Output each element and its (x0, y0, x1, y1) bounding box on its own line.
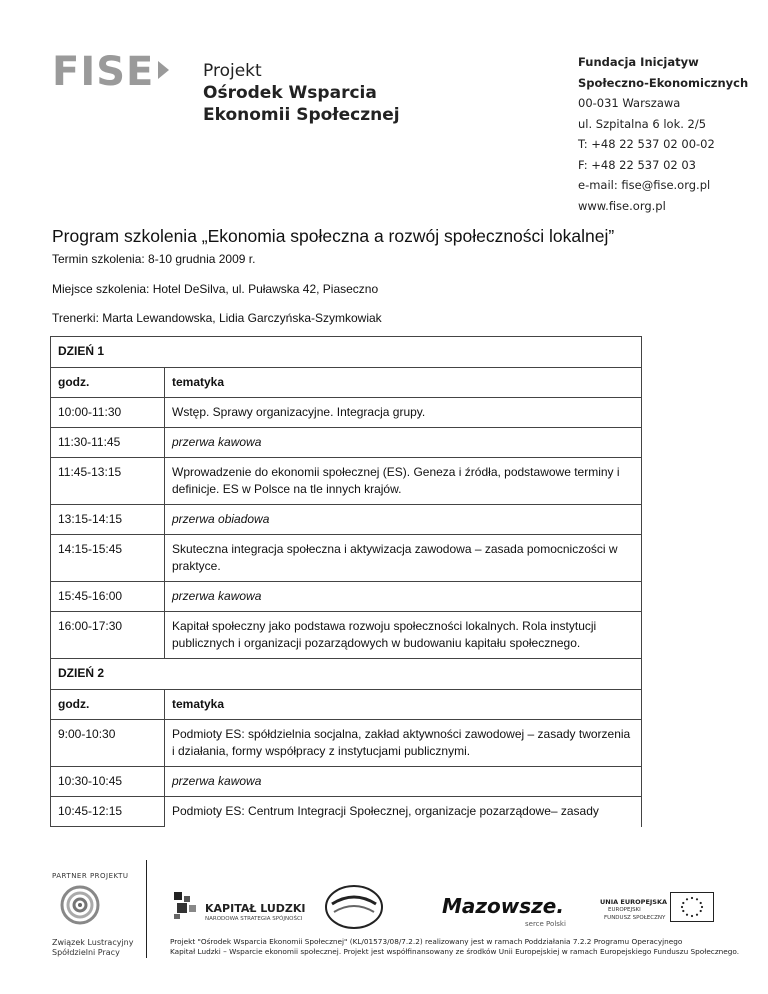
row-time: 11:30-11:45 (51, 428, 165, 458)
footer-project-info-line-1: Projekt "Ośrodek Wsparcia Ekonomii Społecznej" (KL/01573/08/7.2.2) realizowany jest w ramach Poddziałania 7.2.2 Programu Operacyjnego (170, 937, 683, 946)
partner-name-line-1: Związek Lustracyjny (52, 938, 134, 947)
org-street: ul. Szpitalna 6 lok. 2/5 (578, 116, 707, 131)
row-time: 11:45-13:15 (51, 458, 165, 505)
org-email[interactable]: e-mail: fise@fise.org.pl (578, 178, 711, 192)
row-topic: Podmioty ES: Centrum Integracji Społecznej, organizacje pozarządowe– zasady (165, 797, 642, 827)
day1-header-row (51, 368, 642, 398)
table-row (51, 398, 642, 428)
day2-header-row (51, 690, 642, 720)
row-time: 14:15-15:45 (51, 535, 165, 582)
partner-name-line-2: Spółdzielni Pracy (52, 948, 120, 957)
org-fax: F: +48 22 537 02 03 (578, 157, 696, 172)
row-topic: przerwa obiadowa (165, 505, 642, 535)
row-time: 13:15-14:15 (51, 505, 165, 535)
table-row (51, 582, 642, 612)
org-phone: T: +48 22 537 02 00-02 (578, 137, 715, 151)
partner-spiral-icon (60, 884, 100, 926)
row-topic: Kapitał społeczny jako podstawa rozwoju społeczności lokalnych. Rola instytucji publicznych i organizacji pozarządowych w budowaniu kapitału społecznego. (165, 612, 642, 659)
project-line-3: Ekonomii Społecznej (203, 105, 400, 125)
org-website[interactable]: www.fise.org.pl (578, 198, 666, 213)
document-title: Program szkolenia „Ekonomia społeczna a rozwój społeczności lokalnej” (52, 226, 615, 246)
org-name-line-2: Społeczno-Ekonomicznych (578, 75, 749, 90)
kapital-ludzki-name: KAPITAŁ LUDZKI (205, 902, 306, 915)
eu-fund-label-2: FUNDUSZ SPOŁECZNY (604, 915, 666, 921)
kapital-ludzki-subtitle: NARODOWA STRATEGIA SPÓJNOŚCI (205, 916, 303, 922)
project-line-1: Projekt (203, 61, 262, 81)
org-city: 00-031 Warszawa (578, 96, 681, 110)
table-row (51, 535, 642, 582)
row-time: 10:00-11:30 (51, 398, 165, 428)
training-term: Termin szkolenia: 8-10 grudnia 2009 r. (52, 252, 256, 266)
day2-title: DZIEŃ 2 (51, 659, 642, 690)
footer-project-info (170, 937, 739, 957)
day2-col-time: godz. (51, 690, 165, 720)
mazowsze-subtitle: serce Polski (525, 920, 566, 928)
table-row (51, 767, 642, 797)
day1-title-row (51, 337, 642, 368)
row-time: 10:30-10:45 (51, 767, 165, 797)
project-name (203, 60, 400, 126)
row-topic: Wstęp. Sprawy organizacyjne. Integracja grupy. (165, 398, 642, 428)
fise-logo (52, 49, 169, 95)
day1-col-time: godz. (51, 368, 165, 398)
row-topic: przerwa kawowa (165, 767, 642, 797)
row-topic: Wprowadzenie do ekonomii społecznej (ES). Geneza i źródła, podstawowe terminy i definicje. ES w Polsce na tle innych krajów. (165, 458, 642, 505)
day2-title-row (51, 659, 642, 690)
fise-logo-text: FISE (52, 49, 155, 95)
table-row (51, 458, 642, 505)
eu-label: UNIA EUROPEJSKA (600, 898, 668, 906)
table-row (51, 505, 642, 535)
row-time: 15:45-16:00 (51, 582, 165, 612)
row-time: 9:00-10:30 (51, 720, 165, 767)
day1-col-topic: tematyka (165, 368, 642, 398)
table-row (51, 612, 642, 659)
row-time: 16:00-17:30 (51, 612, 165, 659)
footer-project-info-line-2: Kapitał Ludzki – Wsparcie ekonomii społecznej. Projekt jest współfinansowany ze środków Unii Europejskiej w ramach Europejskiego Funduszu Społecznego. (170, 947, 740, 956)
day2-col-topic: tematyka (165, 690, 642, 720)
organization-address (578, 52, 748, 216)
training-place: Miejsce szkolenia: Hotel DeSilva, ul. Puławska 42, Piaseczno (52, 282, 379, 296)
table-row (51, 797, 642, 827)
day1-schedule-table (50, 336, 642, 659)
eu-flag-icon (670, 892, 714, 922)
row-time: 10:45-12:15 (51, 797, 165, 827)
fise-arrow-icon (158, 61, 169, 79)
mazowsze-logo-text: Mazowsze. (442, 894, 564, 918)
row-topic: przerwa kawowa (165, 582, 642, 612)
project-line-2: Ośrodek Wsparcia (203, 83, 377, 103)
row-topic: Skuteczna integracja społeczna i aktywizacja zawodowa – zasada pomocniczości w praktyce. (165, 535, 642, 582)
row-topic: Podmioty ES: spółdzielnia socjalna, zakład aktywności zawodowej – zasady tworzenia i działania, formy współpracy z instytucjami publicznymi. (165, 720, 642, 767)
row-topic: przerwa kawowa (165, 428, 642, 458)
trainers: Trenerki: Marta Lewandowska, Lidia Garczyńska-Szymkowiak (52, 311, 382, 325)
footer-divider (146, 860, 147, 958)
partner-label: PARTNER PROJEKTU (52, 872, 129, 880)
day1-title: DZIEŃ 1 (51, 337, 642, 368)
table-row (51, 428, 642, 458)
day2-schedule-table (50, 658, 642, 827)
kapital-ludzki-logo-icon (172, 890, 200, 920)
org-name-line-1: Fundacja Inicjatyw (578, 55, 699, 69)
partner-name (52, 938, 134, 958)
eu-fund-label-1: EUROPEJSKI (608, 907, 641, 913)
mazowiecka-jednostka-logo-icon (324, 884, 384, 930)
table-row (51, 720, 642, 767)
